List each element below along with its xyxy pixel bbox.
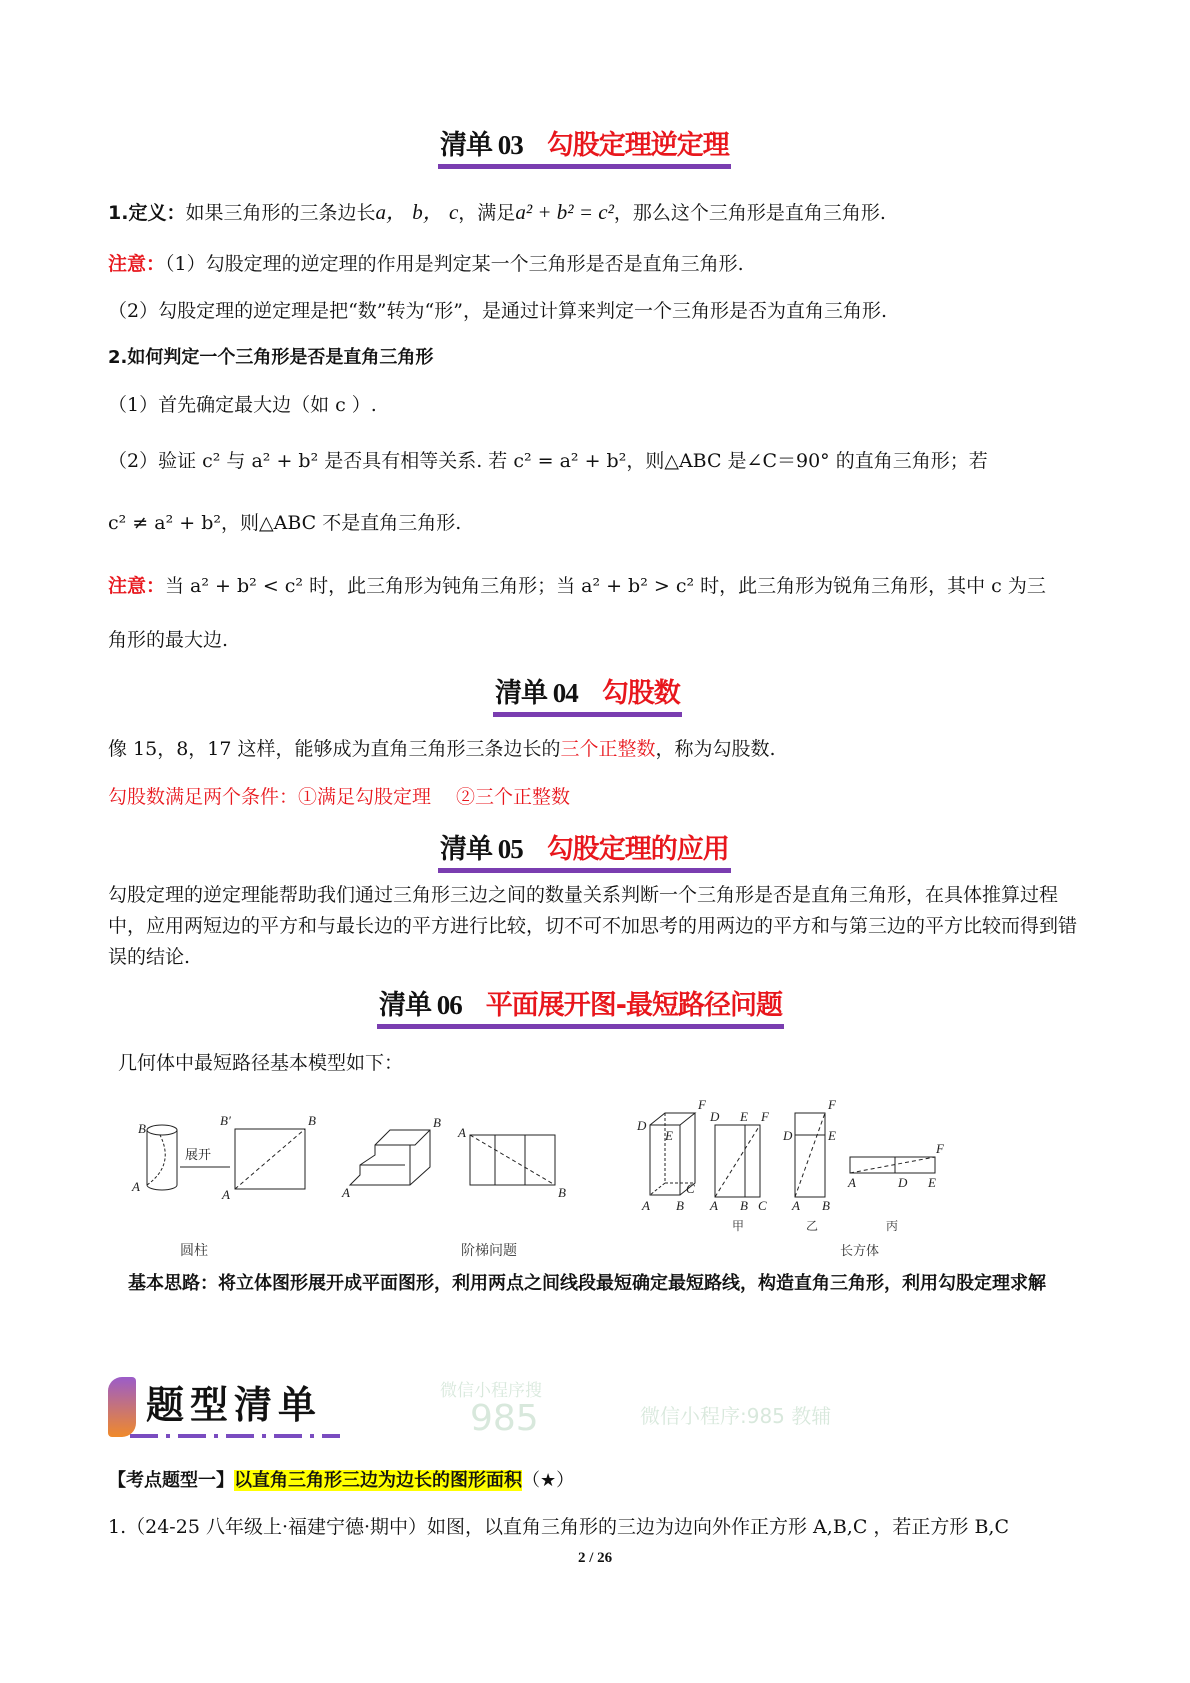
question-1: 1.（24-25 八年级上·福建宁德·期中）如图，以直角三角形的三边为边向外作正方形 A,B,C ，若正方形 B,C: [108, 1516, 1009, 1538]
cylinder-diagram: [131, 1113, 316, 1202]
svg-text:D: D: [783, 1128, 793, 1143]
svg-text:B: B: [822, 1198, 830, 1213]
step-2: （2）验证 c² 与 a² + b² 是否具有相等关系. 若 c² = a² + b²，则△ABC 是∠C＝90° 的直角三角形；若: [108, 450, 988, 472]
svg-text:F: F: [828, 1097, 836, 1112]
svg-text:E: E: [928, 1175, 936, 1190]
svg-text:F: F: [761, 1109, 769, 1124]
section-title-05: 清单 05 勾股定理的应用: [438, 832, 731, 873]
logo-underline: [130, 1434, 340, 1438]
svg-text:B: B: [308, 1113, 316, 1128]
section-title-03: 清单 03 勾股定理逆定理: [438, 128, 731, 169]
svg-text:B: B: [433, 1115, 441, 1130]
basic-idea: 基本思路：将立体图形展开成平面图形，利用两点之间线段最短确定最短路线，构造直角三角形，利用勾股定理求解: [128, 1273, 1046, 1294]
caption-jia: 甲: [732, 1219, 745, 1233]
section-title-04: 清单 04 勾股数: [493, 676, 682, 717]
difficulty-star: （★）: [522, 1470, 575, 1491]
cuboid-diagrams: [636, 1097, 945, 1213]
svg-text:C: C: [758, 1198, 767, 1213]
svg-text:A: A: [222, 1187, 230, 1202]
svg-text:A: A: [792, 1198, 800, 1213]
question-type-heading: 【考点题型一】以直角三角形三边为边长的图形面积（★）: [108, 1470, 575, 1491]
step-1: （1）首先确定最大边（如 c ）.: [108, 394, 377, 416]
caption-cylinder: 圆柱: [180, 1243, 208, 1259]
svg-text:A: A: [710, 1198, 718, 1213]
shortest-path-diagrams: [120, 1085, 1060, 1235]
note-1: 注意：（1）勾股定理的逆定理的作用是判定某一个三角形是否是直角三角形.: [108, 253, 744, 275]
svg-text:A: A: [848, 1175, 856, 1190]
step-2-cont: c² ≠ a² + b²，则△ABC 不是直角三角形.: [108, 512, 462, 534]
application-paragraph: 勾股定理的逆定理能帮助我们通过三角形三边之间的数量关系判断一个三角形是否是直角三角形，在具体推算过程中，应用两短边的平方和与最长边的平方进行比较，切不可不加思考的用两边的平方和与第三边的平方比较而得到错误的结论.: [108, 884, 1078, 968]
svg-text:B: B: [676, 1198, 684, 1213]
question-types-logo: [108, 1372, 348, 1447]
svg-text:D: D: [898, 1175, 908, 1190]
triple-conditions: 勾股数满足两个条件：①满足勾股定理 ②三个正整数: [108, 786, 571, 808]
svg-text:E: E: [740, 1109, 748, 1124]
svg-text:B: B: [138, 1121, 146, 1136]
svg-text:D: D: [637, 1118, 647, 1133]
staircase-diagram: [341, 1115, 566, 1200]
note-2: （2）勾股定理的逆定理是把“数”转为“形”，是通过计算来判定一个三角形是否为直角三角形.: [108, 300, 887, 322]
watermark: 微信小程序:985 教辅: [640, 1404, 832, 1428]
logo-text: 题型清单: [146, 1382, 323, 1427]
svg-text:D: D: [710, 1109, 720, 1124]
svg-text:C: C: [686, 1181, 695, 1196]
svg-text:B: B: [558, 1185, 566, 1200]
watermark: 985: [470, 1398, 539, 1439]
caption-bing: 丙: [886, 1219, 899, 1233]
svg-text:A: A: [642, 1198, 650, 1213]
section-title-06: 清单 06 平面展开图-最短路径问题: [377, 988, 784, 1029]
svg-text:F: F: [698, 1097, 706, 1112]
caption-yi: 乙: [806, 1219, 819, 1233]
how-to-judge-heading: 2.如何判定一个三角形是否是直角三角形: [108, 347, 434, 368]
svg-text:A: A: [458, 1125, 466, 1140]
note-3-cont: 角形的最大边.: [108, 629, 229, 651]
svg-text:A: A: [132, 1179, 140, 1194]
wizard-icon: [108, 1377, 136, 1437]
svg-text:E: E: [828, 1128, 836, 1143]
pythagorean-triple-def: 像 15，8，17 这样，能够成为直角三角形三条边长的三个正整数，称为勾股数.: [108, 738, 776, 760]
unfold-label: 展开: [185, 1148, 212, 1163]
svg-text:B: B: [740, 1198, 748, 1213]
svg-text:A: A: [342, 1185, 350, 1200]
svg-text:B′: B′: [220, 1113, 231, 1128]
svg-text:E: E: [665, 1128, 673, 1143]
page-number: 2 / 26: [578, 1550, 613, 1566]
caption-staircase: 阶梯问题: [461, 1243, 517, 1259]
definition: 1.定义：如果三角形的三条边长a， b， c，满足a² + b² = c²，那么这个三角形是直角三角形.: [108, 200, 886, 224]
watermark: 微信小程序搜: [440, 1381, 542, 1401]
caption-cuboid: 长方体: [840, 1244, 880, 1259]
models-intro: 几何体中最短路径基本模型如下：: [118, 1052, 404, 1074]
note-3: 注意：当 a² + b² < c² 时，此三角形为钝角三角形；当 a² + b² > c² 时，此三角形为锐角三角形，其中 c 为三: [108, 575, 1046, 597]
svg-text:F: F: [936, 1141, 944, 1156]
